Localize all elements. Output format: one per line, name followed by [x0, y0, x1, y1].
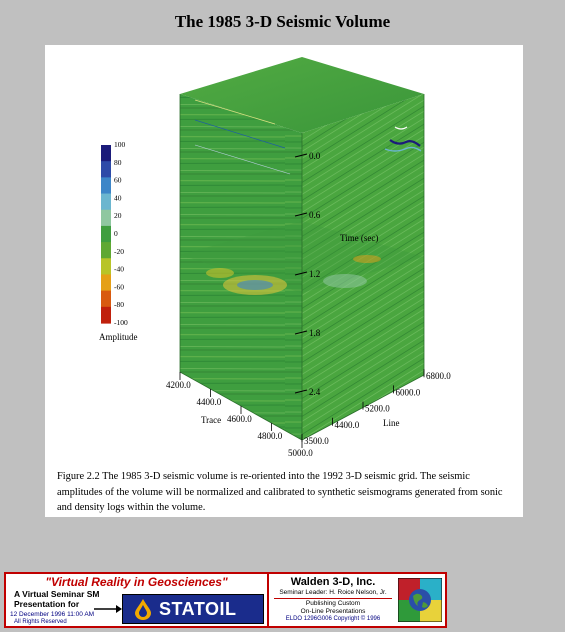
seminar-leader: Seminar Leader: H. Roice Nelson, Jr. — [279, 589, 387, 596]
colorbar-segment — [101, 210, 111, 227]
publishing-text — [270, 600, 396, 615]
trace-tick-label: 4200.0 — [166, 380, 191, 390]
banner-seminar: A Virtual Seminar SM — [14, 589, 100, 599]
colorbar-tick-label: -100 — [114, 318, 128, 327]
colorbar-segment — [101, 258, 111, 275]
colorbar-tick-label: -40 — [114, 264, 124, 274]
trace-tick-label: 5000.0 — [288, 448, 313, 458]
colorbar-tick-label: 0 — [114, 229, 118, 238]
time-tick-label: 1.8 — [309, 328, 321, 338]
copyright-text: ELDO 1296G006 Copyright © 1996 — [285, 616, 381, 622]
line-axis-label: Line — [383, 418, 400, 428]
seismic-cube-figure — [45, 45, 523, 465]
publishing-line-2: On-Line Presentations — [300, 607, 366, 615]
banner-date: 12 December 1996 11:00 AM — [10, 611, 95, 618]
trace-tick-label: 4800.0 — [257, 431, 283, 441]
colorbar-segment — [101, 145, 111, 162]
colorbar-segment — [101, 194, 111, 211]
line-tick-label: 3500.0 — [304, 436, 329, 446]
arrow-icon — [94, 604, 122, 614]
colorbar-segment — [101, 226, 111, 243]
banner-title: "Virtual Reality in Geosciences" — [45, 575, 228, 589]
figure-caption: Figure 2.2 The 1985 3-D seismic volume is re-oriented into the 1992 3-D seismic grid. The seismic amplitudes of the volume will be normalized and calibrated to synthetic seismograms generated from sonic and density logs within the volume. — [57, 471, 503, 513]
company-name: Walden 3-D, Inc. — [290, 576, 376, 588]
colorbar-label: Amplitude — [99, 332, 138, 342]
colorbar-segment — [101, 307, 111, 324]
trace-axis-label: Trace — [201, 415, 222, 425]
colorbar-segment — [101, 177, 111, 194]
seminar-banner[interactable] — [4, 572, 447, 628]
banner-rights: All Rights Reserved — [14, 619, 67, 625]
time-tick-label: 0.0 — [309, 151, 321, 161]
publishing-line-1: Publishing Custom — [305, 600, 361, 607]
statoil-label: STATOIL — [159, 599, 237, 619]
colorbar-tick-label: 60 — [114, 175, 122, 185]
trace-tick-label: 4400.0 — [196, 397, 222, 407]
banner-left-section — [6, 574, 266, 626]
statoil-logo — [122, 594, 264, 624]
time-tick-label: 0.6 — [309, 210, 321, 220]
line-tick-label: 6000.0 — [395, 387, 421, 398]
line-tick-label: 4400.0 — [334, 419, 360, 430]
colorbar-segment — [101, 274, 111, 291]
time-tick-label: 2.4 — [309, 387, 321, 397]
trace-tick-label: 4600.0 — [227, 414, 252, 424]
page-title: The 1985 3-D Seismic Volume — [174, 12, 391, 31]
banner-presentation: Presentation for — [14, 599, 80, 609]
banner-divider — [267, 574, 269, 626]
statoil-drop-icon — [133, 598, 153, 620]
colorbar-tick-label: 100 — [114, 140, 126, 149]
line-tick-label: 6800.0 — [426, 371, 451, 382]
globe-logo-icon — [398, 578, 442, 622]
colorbar-tick-label: 40 — [114, 193, 122, 203]
colorbar-tick-label: 20 — [114, 211, 122, 221]
divider-rule — [274, 598, 392, 599]
banner-company-section — [270, 574, 396, 626]
line-tick-label: 5200.0 — [365, 403, 390, 414]
colorbar-segment — [101, 291, 111, 308]
colorbar-tick-label: -20 — [114, 246, 124, 256]
colorbar-segment — [101, 242, 111, 259]
time-tick-label: 1.2 — [309, 269, 321, 279]
figure-panel — [45, 45, 523, 517]
colorbar-segment — [101, 161, 111, 178]
colorbar-tick-label: 80 — [114, 157, 122, 167]
colorbar-tick-label: -80 — [114, 300, 124, 310]
time-axis-label: Time (sec) — [340, 233, 379, 243]
colorbar-tick-label: -60 — [114, 282, 124, 292]
amplitude-colorbar — [101, 140, 128, 327]
